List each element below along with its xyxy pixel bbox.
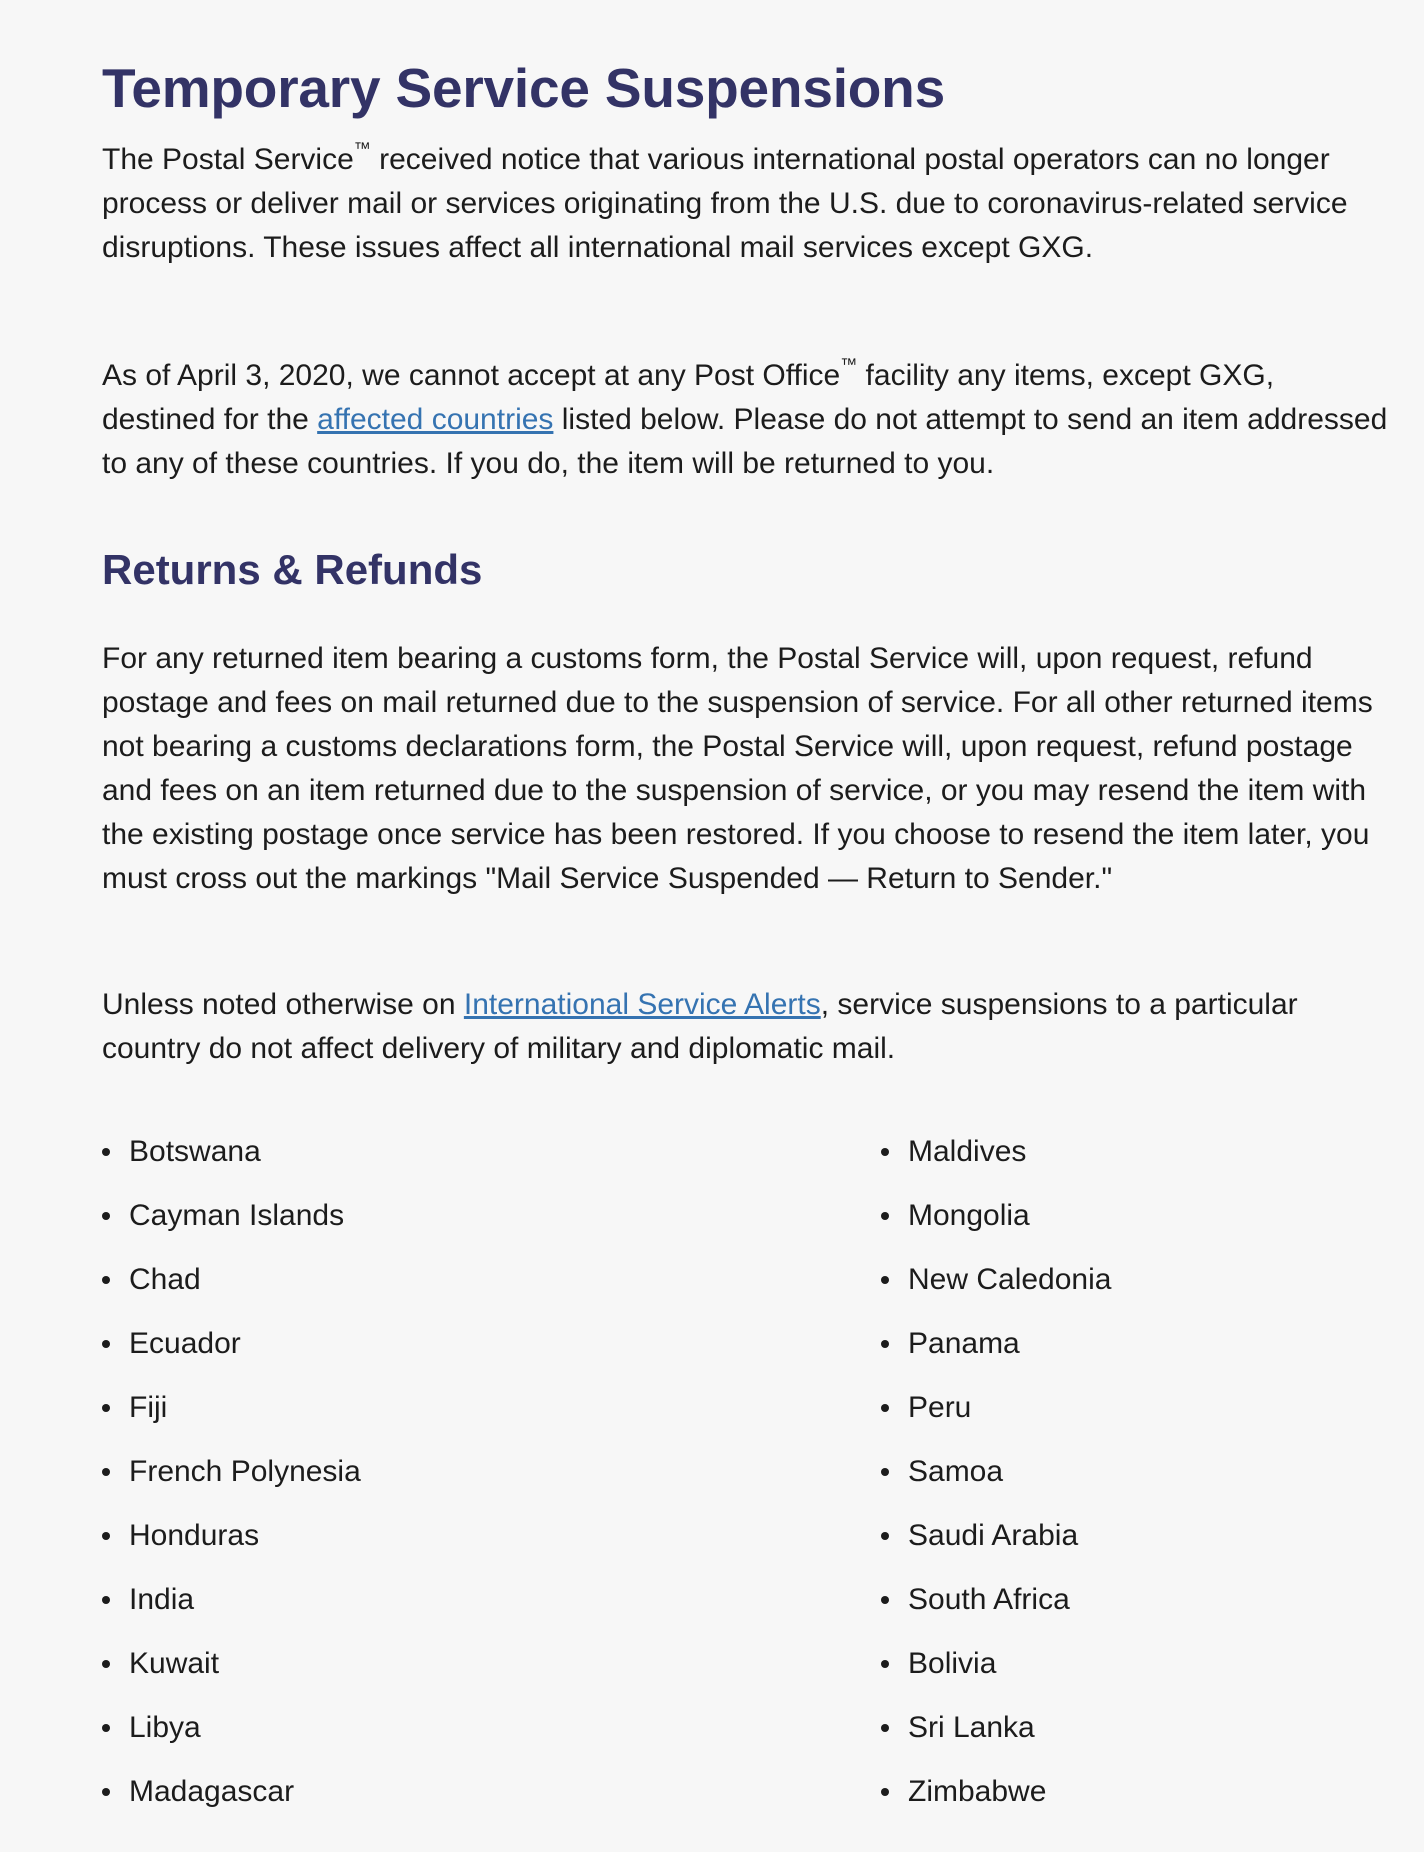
as-of-paragraph [102, 354, 1392, 486]
unless-text-1: Unless noted otherwise on [102, 988, 464, 1021]
as-of-text-3: listed below. Please do not attempt to send an item addressed to any of these countries. If you do, the item will be returned to you. [102, 403, 1388, 480]
country-list-item: Madagascar [102, 1768, 361, 1832]
country-list-item: Saudi Arabia [881, 1512, 1111, 1576]
unless-text-2: , service suspensions to a particular country do not affect delivery of military and diplomatic mail. [102, 988, 1298, 1065]
country-list-item: Mongolia [881, 1192, 1111, 1256]
intro-text-1: The Postal Service [102, 143, 354, 176]
country-list-item: Fiji [102, 1384, 361, 1448]
trademark-mark: ™ [840, 355, 858, 374]
country-list-item: Honduras [102, 1512, 361, 1576]
country-list-item: Panama [881, 1320, 1111, 1384]
country-list-item: India [102, 1576, 361, 1640]
country-list-item: Peru [881, 1384, 1111, 1448]
country-list-item: New Caledonia [881, 1256, 1111, 1320]
country-list-item: Cayman Islands [102, 1192, 361, 1256]
country-list-item: Chad [102, 1256, 361, 1320]
country-list-item: Botswana [102, 1128, 361, 1192]
country-list-item: South Africa [881, 1576, 1111, 1640]
returns-refunds-heading: Returns & Refunds [102, 546, 483, 593]
trademark-mark: ™ [353, 139, 371, 158]
unless-paragraph [102, 983, 1392, 1071]
as-of-text-2: facility any items, except GXG, destined for the [102, 359, 1275, 436]
international-service-alerts-link[interactable]: International Service Alerts [463, 988, 821, 1021]
page-title: Temporary Service Suspensions [102, 57, 945, 119]
country-list-item: Libya [102, 1704, 361, 1768]
intro-text-2: received notice that various international postal operators can no longer process or deliver mail or services originating from the U.S. due to coronavirus-related service disruptions. These issues affect all international mail services except GXG. [102, 143, 1348, 264]
country-list-item: Samoa [881, 1448, 1111, 1512]
country-list-item: Maldives [881, 1128, 1111, 1192]
as-of-text-1: As of April 3, 2020, we cannot accept at any Post Office [102, 359, 841, 392]
country-list-item: Zimbabwe [881, 1768, 1111, 1832]
country-list-item: Bolivia [881, 1640, 1111, 1704]
country-list-right [881, 1128, 1111, 1832]
country-list-left [102, 1128, 361, 1832]
intro-paragraph [102, 138, 1392, 270]
affected-countries-link[interactable]: affected countries [317, 403, 554, 436]
country-list-item: French Polynesia [102, 1448, 361, 1512]
country-list-item: Sri Lanka [881, 1704, 1111, 1768]
country-list-item: Kuwait [102, 1640, 361, 1704]
country-list-item: Ecuador [102, 1320, 361, 1384]
returns-refunds-paragraph: For any returned item bearing a customs form, the Postal Service will, upon request, refund postage and fees on mail returned due to the suspension of service. For all other returned items not bearing a customs declarations form, the Postal Service will, upon request, refund postage and fees on an item returned due to the suspension of service, or you may resend the item with the existing postage once service has been restored. If you choose to resend the item later, you must cross out the markings "Mail Service Suspended — Return to Sender." [102, 642, 1373, 895]
